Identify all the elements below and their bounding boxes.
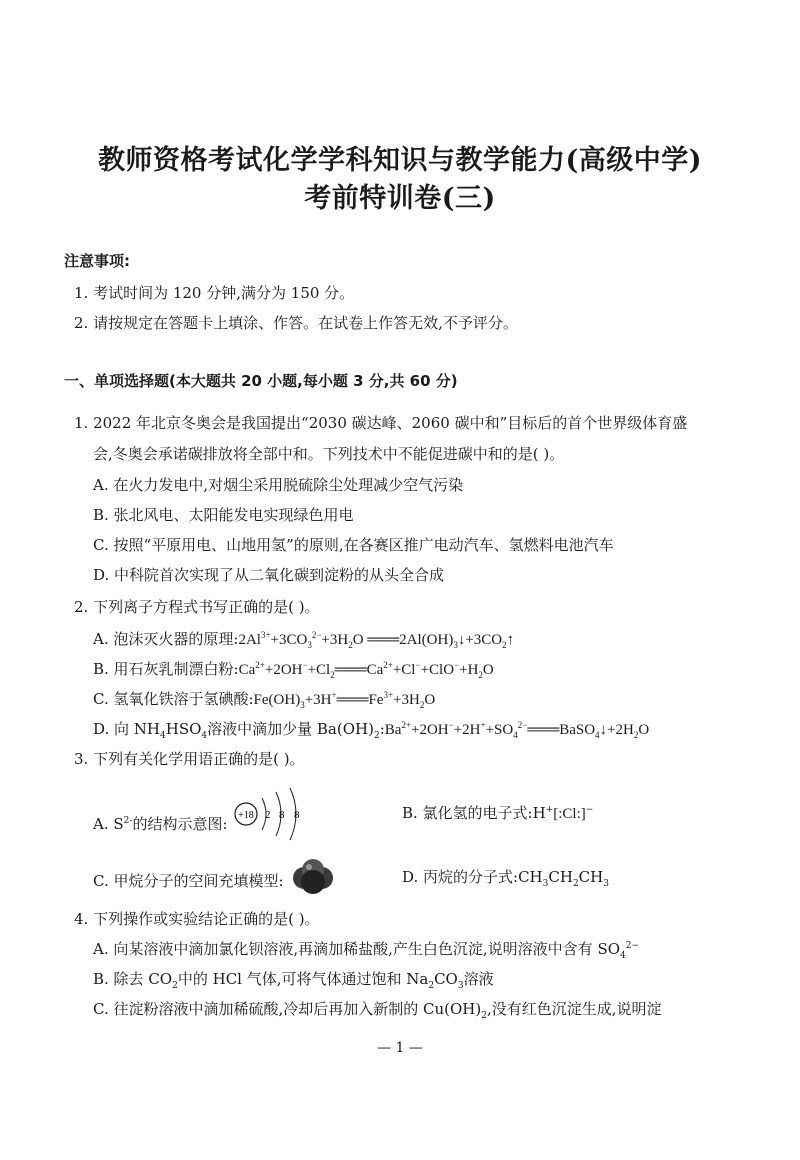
q3-stem: 3. 下列有关化学用语正确的是( )。 xyxy=(74,750,305,768)
exam-title-line2: 考前特训卷(三) xyxy=(304,183,496,214)
exam-title-line1: 教师资格考试化学学科知识与教学能力(高级中学) xyxy=(97,145,703,176)
q4-option-a: A. 向某溶液中滴加氯化钡溶液,再滴加稀盐酸,产生白色沉淀,说明溶液中含有 $SO_4^{2-}$ xyxy=(93,940,640,961)
section1-heading: 一、单项选择题(本大题共 20 小题,每小题 3 分,共 60 分) xyxy=(64,372,458,390)
notes-heading: 注意事项: xyxy=(64,252,130,270)
q3-option-b: B. 氯化氢的电子式:H+[:Cl:]− xyxy=(402,804,594,822)
shell-1-electrons: 2 xyxy=(265,809,271,821)
shell-2-electrons: 8 xyxy=(279,809,285,821)
q1-option-c: C. 按照“平原用电、山地用氢”的原则,在各赛区推广电动汽车、氢燃料电池汽车 xyxy=(93,536,614,554)
methane-space-filling-model xyxy=(288,858,338,894)
shell-3-electrons: 8 xyxy=(294,809,300,821)
q1-stem-line2: 会,冬奥会承诺碳排放将全部中和。下列技术中不能促进碳中和的是( )。 xyxy=(93,445,565,463)
q2-option-c: C. 氢氧化铁溶于氢碘酸$:Fe(OH)_3+3H^+═══Fe^{3+}+3H_2O$ xyxy=(93,690,436,710)
q1-option-a: A. 在火力发电中,对烟尘采用脱硫除尘处理减少空气污染 xyxy=(93,476,464,494)
q1-option-b: B. 张北风电、太阳能发电实现绿色用电 xyxy=(93,506,354,524)
sulfide-ion-structure-diagram xyxy=(232,784,322,844)
q2-option-b: B. 用石灰乳制漂白粉$:Ca^{2+}+2OH^-+Cl_2═══Ca^{2+}+Cl^-+ClO^-+H_2O$ xyxy=(93,660,494,680)
note-item-1: 1. 考试时间为 120 分钟,满分为 150 分。 xyxy=(74,284,355,302)
q4-option-b: B. 除去 $CO_2$中的 HCl 气体,可将气体通过饱和 $Na_2CO_3$溶液 xyxy=(93,970,494,991)
q2-option-d: D. 向 $NH_4HSO_4$溶液中滴加少量 $Ba(OH)_2:Ba^{2+}+2OH^-+2H^++SO_4^{2-}═══BaSO_4↓+2H_2O$ xyxy=(93,720,650,741)
q4-stem: 4. 下列操作或实验结论正确的是( )。 xyxy=(74,910,320,928)
q4-option-c: C. 往淀粉溶液中滴加稀硫酸,冷却后再加入新制的 $Cu(OH)_2$,没有红色沉淀生成,说明淀 xyxy=(93,1000,662,1021)
q2-stem: 2. 下列离子方程式书写正确的是( )。 xyxy=(74,598,320,616)
nucleus-charge: +18 xyxy=(238,810,255,821)
q3-option-a: A. $S^{2-}$的结构示意图: +18 2 8 8 xyxy=(93,806,322,844)
q3-option-c: C. 甲烷分子的空间充填模型: xyxy=(93,870,338,894)
q3-option-d: D. 丙烷的分子式$:CH_3CH_2CH_3$ xyxy=(402,868,609,889)
q2-option-a: A. 泡沫灭火器的原理$:2Al^{3+}+3CO_3^{2-}+3H_2O$ $═══2Al(OH)_3↓+3CO_2↑$ xyxy=(93,630,515,650)
note-item-2: 2. 请按规定在答题卡上填涂、作答。在试卷上作答无效,不予评分。 xyxy=(74,314,518,332)
q1-option-d: D. 中科院首次实现了从二氧化碳到淀粉的从头全合成 xyxy=(93,566,445,584)
q1-stem-line1: 1. 2022 年北京冬奥会是我国提出“2030 碳达峰、2060 碳中和”目标后的首个世界级体育盛 xyxy=(74,414,688,432)
page-number: — 1 — xyxy=(377,1040,423,1056)
